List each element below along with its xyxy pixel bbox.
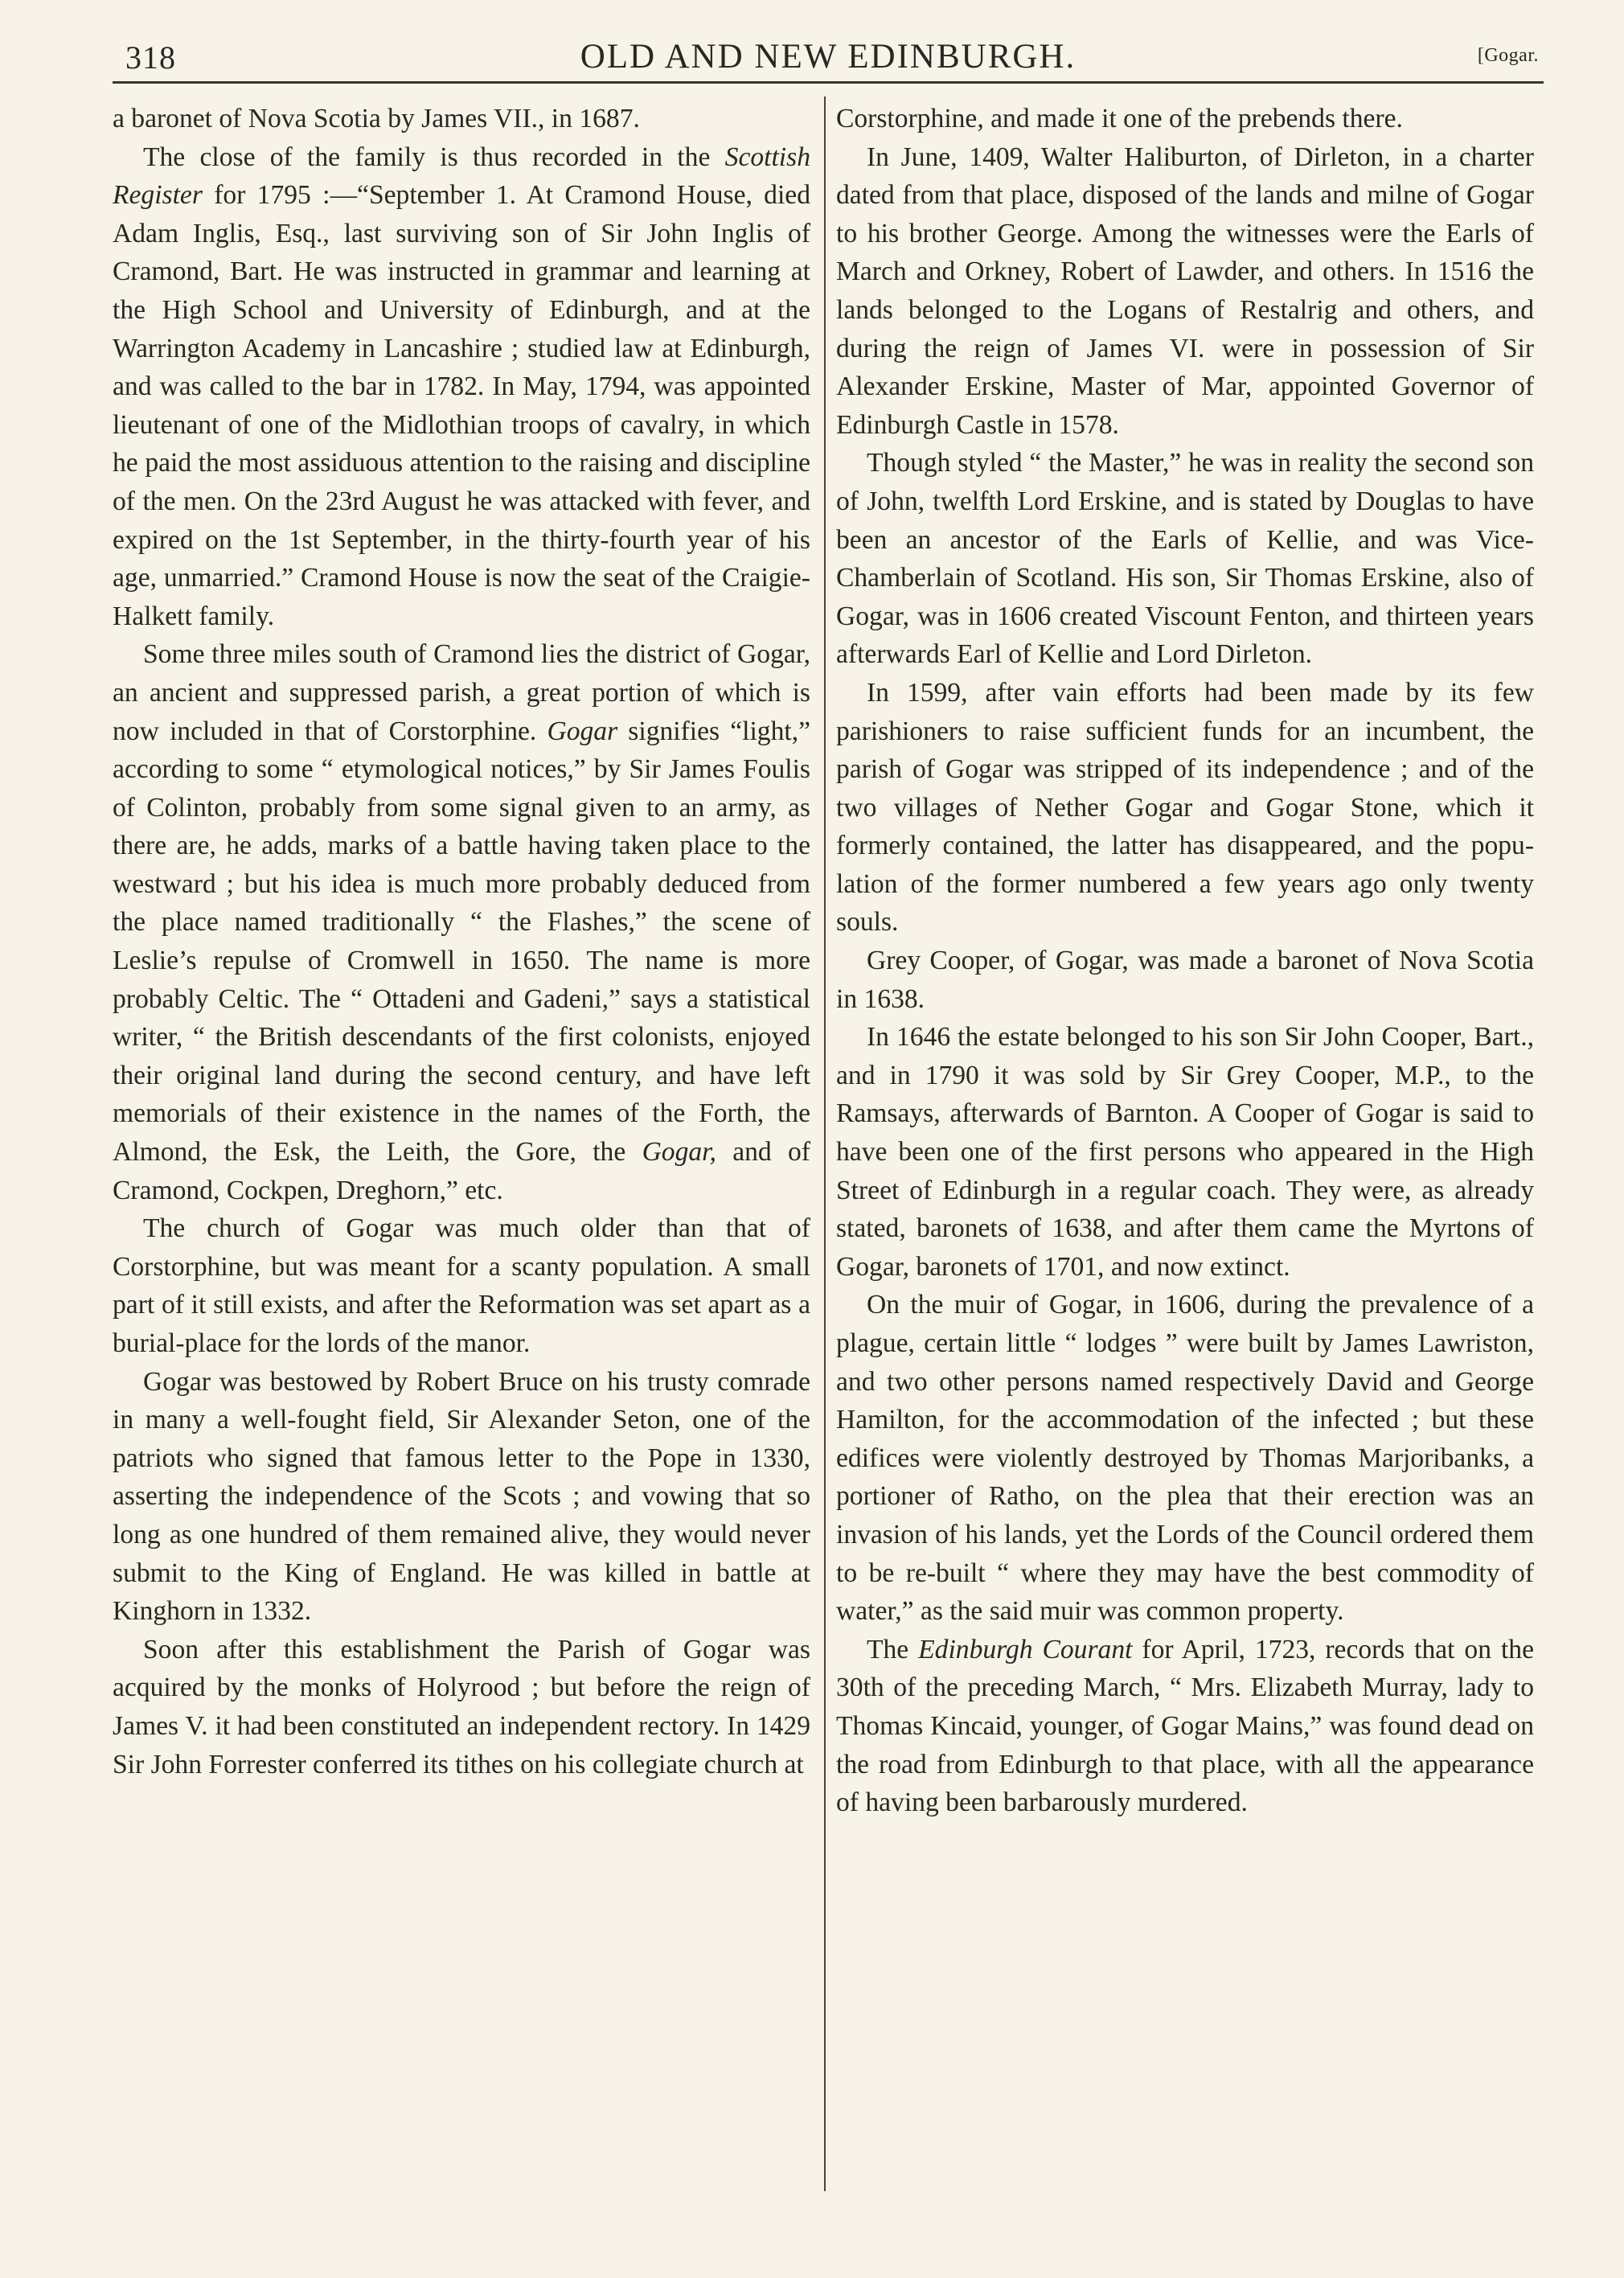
text-run: In 1646 the estate belonged to his son Sir John Cooper, Bart., and in 1790 it was sold by Sir Grey Cooper, M.P., to the Ramsays, afterwards of Barnton. A Cooper of Gogar is said to have been one of the first persons who appeared in the High Street of Edinburgh in a regular coach. They were, as already stated, baronets of 1638, and after them came the Myrtons of Gogar, baronets of 1701, and now extinct. bbox=[836, 1022, 1534, 1282]
text-run: On the muir of Gogar, in 1606, during the prevalence of a plague, certain little “ lodges ” were built by James Lawriston, and two other persons named respectively David and George Hamilton, for the accommodation of the infected ; but these edifices were violently destroyed by Thomas Marjoribanks, a portioner of Ratho, on the plea that their erection was an invasion of his lands, yet the Lords of the Council ordered them to be re-built “ where they may have the best commodity of water,” as the said muir was common property. bbox=[836, 1290, 1534, 1627]
body-paragraph bbox=[113, 100, 810, 138]
body-paragraph bbox=[836, 138, 1534, 445]
text-run: signifies “light,” according to some “ etymological notices,” by Sir James Foulis of Colinton, probably from some signal given to an army, as there are, he adds, marks of a battle having taken place to the westward ; but his idea is much more probably deduced from the place named traditionally “ the Flashes,” the scene of Leslie’s repulse of Cromwell in 1650. The name is more probably Celtic. The “ Ottadeni and Gadeni,” says a statistical writer, “ the British descendants of the first colonists, enjoyed their original land during the second century, and have left memorials of their existence in the names of the Forth, the Almond, the Esk, the Leith, the Gore, the bbox=[113, 716, 810, 1168]
body-paragraph bbox=[113, 1631, 810, 1783]
text-run: for April, 1723, records that on the 30th of the preceding March, “ Mrs. Elizabeth Murray, lady to Thomas Kincaid, younger, of Gogar Mains,” was found dead on the road from Edinburgh to that place, with all the appearance of having been barbarously murdered. bbox=[836, 1634, 1534, 1818]
text-run: The church of Gogar was much older than that of Corstorphine, but was meant for a scanty population. A small part of it still exists, and after the Reformation was set apart as a burial-place for the lords of the manor. bbox=[113, 1213, 810, 1358]
italic-text: Gogar, bbox=[642, 1137, 716, 1168]
left-column bbox=[113, 100, 810, 1783]
text-run: for 1795 :—“September 1. At Cramond House, died Adam Inglis, Esq., last surviving son of Sir John Inglis of Cramond, Bart. He was instructed in grammar and learning at the High School and University of Edinburgh, and at the Warrington Academy in Lancashire ; studied law at Edinburgh, and was called to the bar in 1782. In May, 1794, was appointed lieutenant of one of the Midlothian troops of cavalry, in which he paid the most assiduous attention to the raising and discipline of the men. On the 23rd August he was attacked with fever, and expired on the 1st September, in the thirty-fourth year of his age, unmarried.” Cramond House is now the seat of the Craigie-Halkett family. bbox=[113, 180, 810, 631]
body-paragraph bbox=[113, 635, 810, 1209]
body-paragraph bbox=[113, 1209, 810, 1362]
text-run: The close of the family is thus recorded in the bbox=[143, 142, 725, 172]
body-paragraph bbox=[836, 1631, 1534, 1822]
running-title: OLD AND NEW EDINBURGH. bbox=[580, 38, 1077, 76]
italic-text: Gogar bbox=[547, 716, 618, 746]
body-paragraph bbox=[113, 1363, 810, 1631]
text-run: Gogar was bestowed by Robert Bruce on his trusty comrade in many a well-fought field, Sir Alexander Seton, one of the patriots who signed that famous letter to the Pope in 1330, asserting the independence of the Scots ; and vowing that so long as one hundred of them remained alive, they would never submit to the King of England. He was killed in battle at Kinghorn in 1332. bbox=[113, 1366, 810, 1627]
italic-text: Scottish Register bbox=[113, 142, 810, 211]
body-paragraph bbox=[836, 942, 1534, 1018]
page-header bbox=[113, 24, 1544, 84]
text-run: Some three miles south of Cramond lies the district of Gogar, an ancient and suppressed parish, a great portion of which is now included in that of Corstorphine. bbox=[113, 639, 810, 746]
body-paragraph bbox=[836, 674, 1534, 942]
body-paragraph bbox=[113, 138, 810, 636]
text-run: Though styled “ the Master,” he was in reality the second son of John, twelfth Lord Erskine, and is stated by Douglas to have been an ancestor of the Earls of Kellie, and was Vice-Chamberlain of Scotland. His son, Sir Thomas Erskine, also of Gogar, was in 1606 created Viscount Fenton, and thirteen years afterwards Earl of Kellie and Lord Dirleton. bbox=[836, 448, 1534, 670]
text-run: a baronet of Nova Scotia by James VII., in 1687. bbox=[113, 104, 640, 133]
section-tag: [Gogar. bbox=[1477, 45, 1539, 66]
text-run: Grey Cooper, of Gogar, was made a baronet of Nova Scotia in 1638. bbox=[836, 946, 1534, 1014]
page-number: 318 bbox=[125, 39, 176, 76]
text-run: In 1599, after vain efforts had been made by its few parishioners to raise sufficient funds for an incumbent, the parish of Gogar was stripped of its independence ; and of the two villages of Nether Gogar and Gogar Stone, which it formerly contained, the latter has disappeared, and the population of the former numbered a few years ago only twenty souls. bbox=[836, 677, 1534, 938]
text-run: Soon after this establishment the Parish of Gogar was acquired by the monks of Holyrood ; but before the reign of James V. it had been constituted an independent rectory. In 1429 Sir John Forrester conferred its tithes on his collegiate church at bbox=[113, 1634, 810, 1779]
text-run: In June, 1409, Walter Haliburton, of Dirleton, in a charter dated from that place, disposed of the lands and milne of Gogar to his brother George. Among the witnesses were the Earls of March and Orkney, Robert of Lawder, and others. In 1516 the lands belonged to the Logans of Restalrig and others, and during the reign of James VI. were in possession of Sir Alexander Erskine, Master of Mar, appointed Governor of Edinburgh Castle in 1578. bbox=[836, 142, 1534, 440]
text-run: Corstorphine, and made it one of the prebends there. bbox=[836, 104, 1403, 133]
body-paragraph bbox=[836, 444, 1534, 674]
text-run: and of Cramond, Cockpen, Dreghorn,” etc. bbox=[113, 1137, 810, 1205]
text-run: The bbox=[867, 1634, 919, 1664]
header-rule bbox=[113, 81, 1544, 84]
body-paragraph bbox=[836, 1286, 1534, 1630]
right-column bbox=[836, 100, 1534, 1822]
italic-text: Edinburgh Courant bbox=[918, 1634, 1133, 1664]
column-divider bbox=[824, 96, 826, 2191]
body-paragraph bbox=[836, 1018, 1534, 1286]
body-paragraph bbox=[836, 100, 1534, 138]
